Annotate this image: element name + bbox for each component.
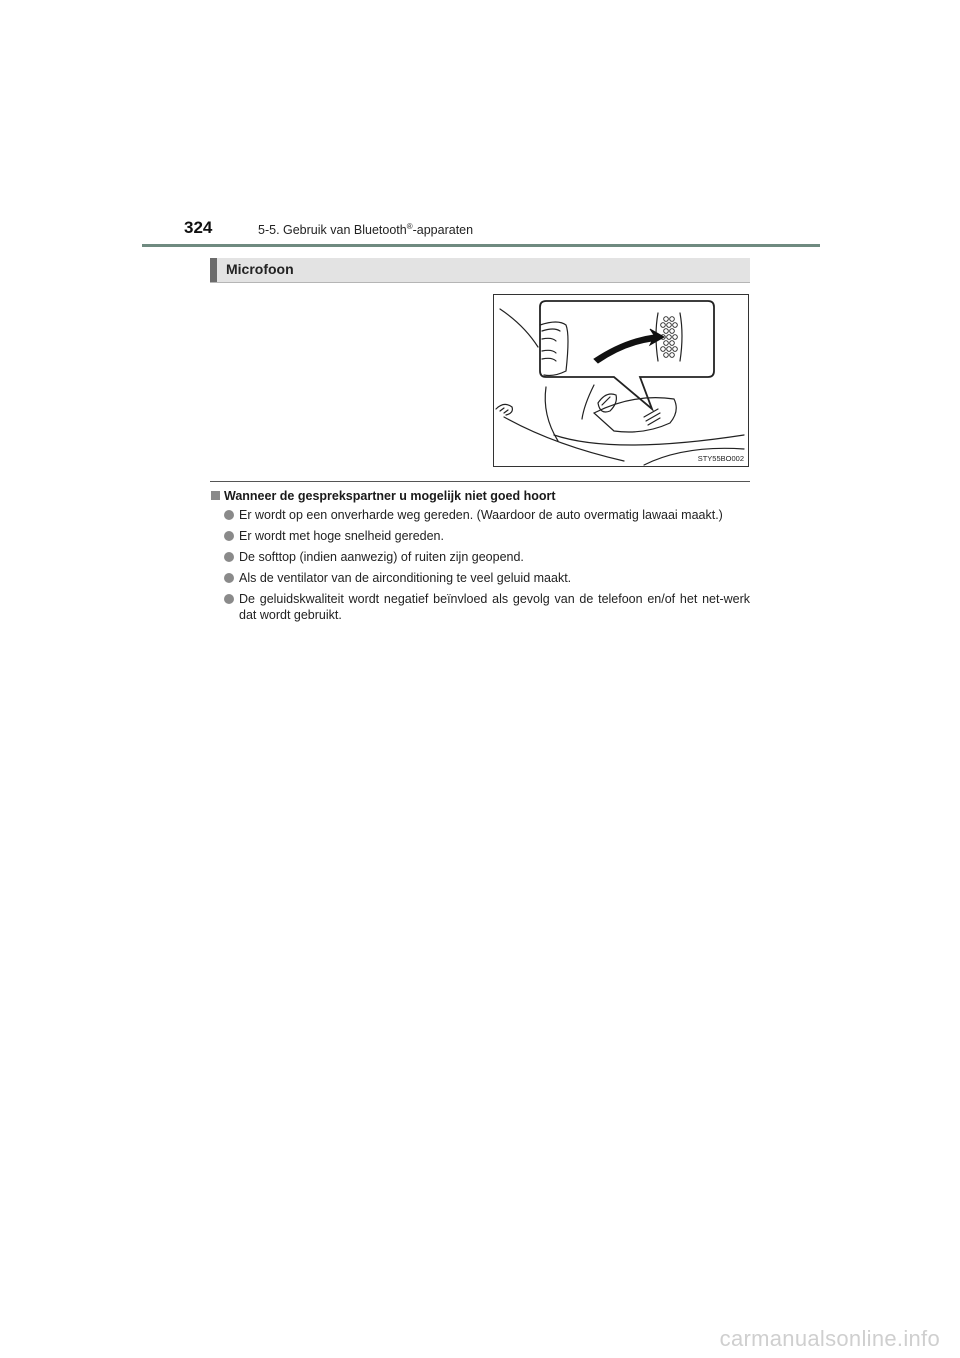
list-item-text: Als de ventilator van de airconditioning te veel geluid maakt. — [239, 571, 572, 585]
note-heading-text: Wanneer de gesprekspartner u mogelijk niet goed hoort — [224, 489, 556, 503]
figure-code: STY55BO002 — [697, 454, 744, 463]
list-item-text: Er wordt met hoge snelheid gereden. — [239, 529, 444, 543]
section-header-prefix: 5-5. Gebruik van Bluetooth — [258, 223, 407, 238]
section-title: Microfoon — [226, 261, 294, 277]
title-bar-marker — [210, 258, 217, 282]
circle-bullet-icon — [224, 594, 234, 604]
list-item-text: Er wordt op een onverharde weg gereden. (Waardoor de auto overmatig lawaai maakt.) — [239, 508, 723, 522]
square-bullet-icon — [211, 491, 220, 500]
header-rule — [142, 244, 820, 247]
note-list — [210, 507, 750, 623]
list-item — [210, 570, 750, 586]
section-title-bar — [210, 258, 750, 283]
list-item — [210, 507, 750, 523]
circle-bullet-icon — [224, 573, 234, 583]
watermark: carmanualsonline.info — [719, 1326, 940, 1351]
registered-mark: ® — [406, 222, 413, 231]
section-header — [258, 222, 473, 237]
section-header-suffix: -apparaten — [412, 223, 474, 238]
list-item — [210, 528, 750, 544]
circle-bullet-icon — [224, 552, 234, 562]
note-block — [210, 488, 750, 628]
microphone-illustration — [493, 294, 749, 467]
list-item — [210, 591, 750, 623]
circle-bullet-icon — [224, 510, 234, 520]
divider-rule — [210, 481, 750, 482]
note-heading — [210, 488, 750, 504]
list-item-text: De geluidskwaliteit wordt negatief beïnvloed als gevolg van de telefoon en/of het net-werk dat wordt gebruikt. — [239, 592, 750, 622]
page-number: 324 — [184, 218, 213, 237]
circle-bullet-icon — [224, 531, 234, 541]
list-item — [210, 549, 750, 565]
list-item-text: De softtop (indien aanwezig) of ruiten zijn geopend. — [239, 550, 524, 564]
microphone-location-drawing — [494, 295, 748, 466]
